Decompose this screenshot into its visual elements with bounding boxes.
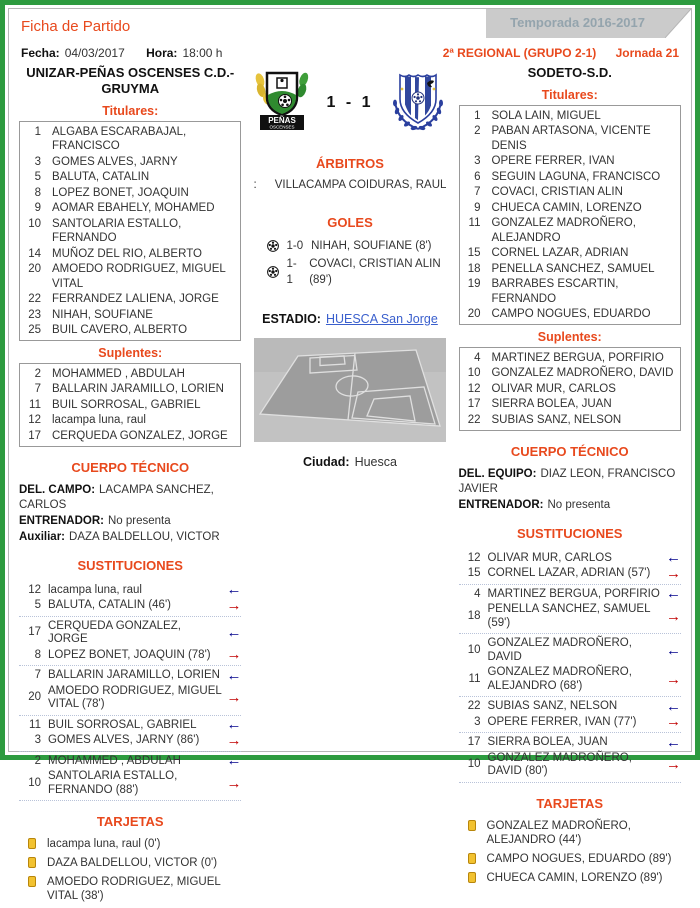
player-number: 10 xyxy=(28,776,41,789)
substitution-in-row xyxy=(459,551,681,567)
player-number: 14 xyxy=(28,247,41,260)
estadio-row xyxy=(251,312,448,326)
substitution-out-row xyxy=(459,751,681,780)
away-team-name: SODETO-S.D. xyxy=(527,65,612,80)
roster-row xyxy=(20,366,240,382)
player-number: 20 xyxy=(467,308,481,320)
goal-scorer: COVACI, CRISTIAN ALIN (89') xyxy=(309,258,441,286)
estadio-link[interactable]: HUESCA San Jorge xyxy=(325,312,438,326)
time-value: 18:00 h xyxy=(182,46,223,60)
substitution-pair xyxy=(459,634,681,697)
player-name: MARTINEZ BERGUA, PORFIRIO xyxy=(487,587,660,600)
home-cards-list xyxy=(19,837,241,903)
player-number: 4 xyxy=(474,351,481,364)
substitution-in-row xyxy=(19,583,241,599)
player-number: 11 xyxy=(29,718,41,731)
arrow-left-icon: ← xyxy=(226,752,242,770)
player-number: 4 xyxy=(474,587,481,600)
player-number: 17 xyxy=(467,736,481,748)
player-name: PABAN ARTASONA, VICENTE DENIS xyxy=(491,125,651,152)
svg-text:OSCENSES: OSCENSES xyxy=(269,124,295,130)
player-name: CORNEL LAZAR, ADRIAN (57') xyxy=(487,567,651,579)
player-number: 12 xyxy=(467,551,481,564)
player-name: SIERRA BOLEA, JUAN xyxy=(491,398,612,410)
match-center-column xyxy=(247,62,452,469)
ciudad-row xyxy=(251,455,448,469)
substitution-out-row xyxy=(459,665,681,694)
player-number: 15 xyxy=(467,567,481,579)
player-number: 2 xyxy=(34,754,41,767)
roster-row xyxy=(20,170,240,186)
arrow-left-icon: ← xyxy=(665,585,681,603)
roster-row xyxy=(460,185,680,201)
player-name: SEGUIN LAGUNA, FRANCISCO xyxy=(491,170,661,183)
player-number: 12 xyxy=(28,583,41,596)
match-score: 1 - 1 xyxy=(326,93,374,111)
roster-row xyxy=(20,154,240,170)
player-number: 2 xyxy=(34,367,41,380)
player-number: 11 xyxy=(468,672,481,685)
yellow-card-icon xyxy=(28,857,36,868)
player-name: MUÑOZ DEL RIO, ALBERTO xyxy=(52,247,202,260)
player-name: GONZALEZ MADROÑERO, ALEJANDRO (68') xyxy=(487,666,632,692)
competition-name: 2ª REGIONAL (GRUPO 2-1) xyxy=(442,46,597,60)
roster-row xyxy=(460,366,680,382)
staff-role-label: DEL. CAMPO: xyxy=(19,483,96,496)
roster-row xyxy=(460,216,680,246)
player-name: CERQUEDA GONZALEZ, JORGE xyxy=(52,429,228,442)
staff-person-name: DIAZ LEON, FRANCISCO JAVIER xyxy=(458,467,676,495)
player-number: 10 xyxy=(467,643,481,656)
competition-info xyxy=(443,46,679,60)
home-cuerpo-tecnico-title: CUERPO TÉCNICO xyxy=(71,459,190,475)
player-name: BARRABES ESCARTIN, FERNANDO xyxy=(491,278,619,305)
staff-line xyxy=(19,514,241,529)
player-name: GONZALEZ MADROÑERO, ALEJANDRO (44') xyxy=(486,819,631,846)
arrow-left-icon: ← xyxy=(665,549,681,567)
player-name: SIERRA BOLEA, JUAN xyxy=(487,736,608,748)
player-number: 17 xyxy=(467,398,481,410)
staff-role-label: Auxiliar: xyxy=(19,530,66,543)
roster-row xyxy=(20,201,240,217)
player-name: BUIL CAVERO, ALBERTO xyxy=(52,324,188,336)
arrow-left-icon: ← xyxy=(665,733,681,751)
player-name: LOPEZ BONET, JOAQUIN (78') xyxy=(48,648,211,661)
substitution-pair xyxy=(19,752,241,802)
player-name: CAMPO NOGUES, EDUARDO (89') xyxy=(486,852,672,865)
roster-row xyxy=(20,382,240,398)
date-label: Fecha: xyxy=(21,46,60,60)
substitution-out-row xyxy=(459,715,681,731)
away-sustituciones-title: SUSTITUCIONES xyxy=(517,525,623,541)
player-number: 1 xyxy=(34,125,41,138)
player-number: 22 xyxy=(467,413,481,426)
substitution-pair xyxy=(19,581,241,617)
player-name: lacampa luna, raul (0') xyxy=(47,838,161,850)
card-row xyxy=(459,852,681,866)
goal-score: 1-0 xyxy=(286,240,304,252)
player-number: 18 xyxy=(467,609,481,622)
crest-score-row xyxy=(251,67,448,138)
yellow-card-icon xyxy=(468,853,476,864)
season-label: Temporada 2016-2017 xyxy=(486,9,665,38)
arrow-right-icon: → xyxy=(665,713,681,731)
substitution-in-row xyxy=(459,699,681,715)
player-number: 10 xyxy=(467,758,481,771)
staff-line xyxy=(459,498,681,513)
player-name: BUIL SORROSAL, GABRIEL xyxy=(52,398,201,411)
player-number: 5 xyxy=(34,599,41,611)
arbitro-row xyxy=(251,179,448,191)
roster-row xyxy=(460,412,680,428)
arrow-right-icon: → xyxy=(665,670,681,688)
arrow-right-icon: → xyxy=(665,756,681,773)
roster-row xyxy=(460,350,680,366)
roster-row xyxy=(20,428,240,444)
home-sustituciones-title: SUSTITUCIONES xyxy=(77,557,183,573)
player-number: 11 xyxy=(468,217,481,229)
player-number: 20 xyxy=(28,263,41,275)
substitution-out-row xyxy=(19,684,241,713)
player-name: SANTOLARIA ESTALLO, FERNANDO (88') xyxy=(48,770,178,796)
away-team-column xyxy=(453,62,687,890)
player-number: 19 xyxy=(467,278,481,290)
substitution-pair xyxy=(459,733,681,783)
staff-person-name: No presenta xyxy=(107,514,171,527)
arrow-right-icon: → xyxy=(226,689,242,706)
player-name: NIHAH, SOUFIANE xyxy=(52,308,153,321)
player-number: 8 xyxy=(34,648,41,661)
staff-person-name: DAZA BALDELLOU, VICTOR xyxy=(69,530,220,543)
player-number: 11 xyxy=(29,398,41,411)
player-name: SUBIAS SANZ, NELSON xyxy=(487,700,618,712)
home-team-name: UNIZAR-PEÑAS OSCENSES C.D.-GRUYMA xyxy=(26,65,235,96)
staff-line xyxy=(19,483,241,513)
substitution-in-row xyxy=(19,619,241,648)
player-name: lacampa luna, raul xyxy=(48,583,142,596)
player-name: PENELLA SANCHEZ, SAMUEL xyxy=(491,262,655,275)
date-time xyxy=(21,46,222,60)
page-corner-fold xyxy=(665,9,691,38)
arbitro-prefix: : xyxy=(253,179,257,191)
estadio-label: ESTADIO: xyxy=(262,312,321,326)
player-name: SANTOLARIA ESTALLO, FERNANDO xyxy=(52,217,182,244)
roster-row xyxy=(20,292,240,308)
ciudad-label: Ciudad: xyxy=(303,455,350,469)
roster-row xyxy=(20,246,240,262)
roster-row xyxy=(20,397,240,413)
card-row xyxy=(459,819,681,847)
season-tab xyxy=(486,9,691,38)
roster-row xyxy=(460,307,680,323)
substitution-pair xyxy=(459,697,681,733)
roster-row xyxy=(460,397,680,413)
roster-row xyxy=(20,262,240,292)
player-number: 12 xyxy=(28,414,41,426)
arrow-right-icon: → xyxy=(665,564,681,582)
player-number: 22 xyxy=(467,700,481,712)
player-name: OLIVAR MUR, CARLOS xyxy=(491,382,616,395)
staff-line xyxy=(459,467,681,497)
player-name: SOLA LAIN, MIGUEL xyxy=(491,109,601,122)
player-name: CHUECA CAMIN, LORENZO (89') xyxy=(486,871,663,884)
substitution-out-row xyxy=(19,769,241,798)
player-number: 3 xyxy=(474,155,481,167)
roster-row xyxy=(20,185,240,201)
player-name: AMOEDO RODRIGUEZ, MIGUEL VITAL (78') xyxy=(48,684,222,710)
player-number: 20 xyxy=(28,691,41,704)
arrow-left-icon: ← xyxy=(665,641,681,659)
arrow-left-icon: ← xyxy=(226,581,242,599)
player-name: ALGABA ESCARABAJAL, FRANCISCO xyxy=(52,125,187,152)
substitution-in-row xyxy=(459,636,681,665)
player-number: 25 xyxy=(28,324,41,336)
staff-line xyxy=(19,530,241,545)
soccer-ball-icon xyxy=(267,240,279,252)
away-staff-list xyxy=(459,467,681,513)
player-number: 7 xyxy=(34,383,41,395)
substitution-in-row xyxy=(19,718,241,734)
arrow-right-icon: → xyxy=(226,646,242,664)
player-number: 15 xyxy=(467,247,481,259)
away-titulares-table xyxy=(459,105,681,325)
player-number: 6 xyxy=(474,170,481,183)
roster-row xyxy=(460,381,680,397)
player-name: CORNEL LAZAR, ADRIAN xyxy=(491,247,629,259)
card-row xyxy=(19,856,241,870)
home-staff-list xyxy=(19,483,241,545)
player-name: CERQUEDA GONZALEZ, JORGE xyxy=(48,619,181,645)
player-name: MARTINEZ BERGUA, PORFIRIO xyxy=(491,351,664,364)
arrow-left-icon: ← xyxy=(665,697,681,715)
roster-row xyxy=(20,216,240,246)
player-number: 18 xyxy=(467,262,481,275)
player-number: 9 xyxy=(474,201,481,214)
roster-row xyxy=(460,108,680,124)
arrow-left-icon: ← xyxy=(226,624,242,641)
card-row xyxy=(459,871,681,885)
player-name: MOHAMMED , ABDULAH xyxy=(48,754,181,767)
substitution-in-row xyxy=(19,668,241,684)
roster-row xyxy=(20,307,240,323)
away-crest xyxy=(387,67,449,138)
player-name: GONZALEZ MADROÑERO, DAVID (80') xyxy=(487,751,632,777)
player-name: OPERE FERRER, IVAN (77') xyxy=(487,715,637,728)
roster-row xyxy=(20,124,240,154)
player-name: GOMES ALVES, JARNY (86') xyxy=(48,734,200,746)
roster-row xyxy=(460,154,680,170)
player-number: 10 xyxy=(28,217,41,230)
away-suplentes-label: Suplentes: xyxy=(537,330,602,344)
player-name: BALUTA, CATALIN (46') xyxy=(48,599,171,611)
substitution-pair xyxy=(19,716,241,752)
home-team-column xyxy=(13,62,247,908)
home-substitutions-list xyxy=(19,581,241,802)
player-number: 2 xyxy=(474,125,481,137)
player-name: AMOEDO RODRIGUEZ, MIGUEL VITAL (38') xyxy=(47,876,221,902)
date-value: 04/03/2017 xyxy=(64,46,125,60)
substitution-pair xyxy=(19,666,241,716)
player-name: BALUTA, CATALIN xyxy=(52,171,150,183)
page-header xyxy=(9,9,691,39)
substitution-out-row xyxy=(19,733,241,749)
home-tarjetas-title: TARJETAS xyxy=(96,814,164,829)
arrow-left-icon: ← xyxy=(226,716,242,734)
player-name: CAMPO NOGUES, EDUARDO xyxy=(491,308,651,320)
staff-person-name: No presenta xyxy=(547,498,611,511)
player-name: COVACI, CRISTIAN ALIN xyxy=(491,186,623,198)
goles-title: GOLES xyxy=(327,215,373,230)
roster-row xyxy=(460,277,680,307)
player-number: 9 xyxy=(34,202,41,214)
ciudad-name: Huesca xyxy=(354,455,397,469)
player-number: 3 xyxy=(34,155,41,168)
staff-role-label: ENTRENADOR: xyxy=(458,498,544,511)
player-name: AMOEDO RODRIGUEZ, MIGUEL VITAL xyxy=(52,263,226,290)
player-name: GONZALEZ MADROÑERO, DAVID xyxy=(491,367,674,379)
player-number: 7 xyxy=(474,186,481,198)
player-name: SUBIAS SANZ, NELSON xyxy=(491,413,622,426)
substitution-in-row xyxy=(459,587,681,603)
home-crest xyxy=(251,67,313,138)
away-titulares-label: Titulares: xyxy=(541,88,598,102)
away-suplentes-table xyxy=(459,347,681,431)
player-name: AOMAR EBAHELY, MOHAMED xyxy=(52,202,215,214)
home-suplentes-label: Suplentes: xyxy=(98,346,163,360)
player-number: 12 xyxy=(467,382,481,395)
roster-row xyxy=(20,323,240,339)
roster-row xyxy=(460,200,680,216)
yellow-card-icon xyxy=(468,872,476,883)
player-name: GONZALEZ MADROÑERO, DAVID xyxy=(487,637,632,663)
roster-row xyxy=(460,169,680,185)
substitution-in-row xyxy=(19,754,241,770)
match-meta-row xyxy=(9,39,691,62)
player-number: 17 xyxy=(28,429,41,442)
player-number: 8 xyxy=(34,186,41,199)
yellow-card-icon xyxy=(468,820,476,831)
home-titulares-label: Titulares: xyxy=(102,104,159,118)
goal-scorer: NIHAH, SOUFIANE (8') xyxy=(311,240,432,252)
substitution-out-row xyxy=(459,602,681,631)
player-name: GONZALEZ MADROÑERO, ALEJANDRO xyxy=(491,217,636,244)
substitution-pair xyxy=(19,617,241,667)
content-frame xyxy=(8,8,692,902)
card-row xyxy=(19,837,241,851)
substitution-out-row xyxy=(19,598,241,614)
arrow-right-icon: → xyxy=(226,731,242,749)
player-number: 3 xyxy=(34,734,41,746)
roster-row xyxy=(460,124,680,154)
staff-person-name: LACAMPA SANCHEZ, CARLOS xyxy=(19,483,214,511)
arrow-right-icon: → xyxy=(665,607,681,625)
goals-list xyxy=(267,238,448,288)
player-name: OPERE FERRER, IVAN xyxy=(491,155,615,167)
player-name: BALLARIN JARAMILLO, LORIEN xyxy=(52,383,224,395)
roster-row xyxy=(20,413,240,429)
player-number: 1 xyxy=(474,109,481,122)
player-name: OLIVAR MUR, CARLOS xyxy=(487,551,612,564)
yellow-card-icon xyxy=(28,838,36,849)
substitution-out-row xyxy=(459,566,681,582)
arrow-right-icon: → xyxy=(226,596,242,614)
round-label: Jornada 21 xyxy=(615,46,679,60)
goal-row xyxy=(267,238,448,254)
player-name: MOHAMMED , ABDULAH xyxy=(52,367,185,380)
player-name: CHUECA CAMIN, LORENZO xyxy=(491,201,642,214)
roster-row xyxy=(460,261,680,277)
substitution-pair xyxy=(459,585,681,635)
player-number: 5 xyxy=(34,171,41,183)
stadium-photo xyxy=(251,338,448,447)
player-name: lacampa luna, raul xyxy=(52,414,146,426)
player-number: 3 xyxy=(474,715,481,728)
staff-role-label: DEL. EQUIPO: xyxy=(458,467,537,480)
away-cards-list xyxy=(459,819,681,885)
away-cuerpo-tecnico-title: CUERPO TÉCNICO xyxy=(510,443,629,459)
arbitros-title: ÁRBITROS xyxy=(316,156,384,171)
svg-text:PEÑAS: PEÑAS xyxy=(268,116,297,125)
arrow-right-icon: → xyxy=(226,774,242,792)
arbitro-name: VILLACAMPA COIDURAS, RAUL xyxy=(274,179,447,191)
goal-score: 1-1 xyxy=(286,258,297,286)
player-number: 23 xyxy=(28,308,41,321)
away-substitutions-list xyxy=(459,549,681,783)
substitution-out-row xyxy=(19,648,241,664)
substitution-pair xyxy=(459,549,681,585)
page-title: Ficha de Partido xyxy=(21,18,131,35)
soccer-ball-icon xyxy=(267,266,279,278)
player-name: GOMES ALVES, JARNY xyxy=(52,155,178,168)
player-number: 22 xyxy=(28,293,41,305)
roster-row xyxy=(460,246,680,262)
staff-role-label: ENTRENADOR: xyxy=(19,514,104,527)
player-number: 17 xyxy=(28,626,41,639)
player-name: LOPEZ BONET, JOAQUIN xyxy=(52,186,189,199)
arrow-left-icon: ← xyxy=(226,666,242,684)
player-name: BALLARIN JARAMILLO, LORIEN xyxy=(48,669,220,681)
home-titulares-table xyxy=(19,121,241,341)
player-name: FERRANDEZ LALIENA, JORGE xyxy=(52,293,219,305)
player-name: BUIL SORROSAL, GABRIEL xyxy=(48,718,197,731)
time-label: Hora: xyxy=(146,46,178,60)
goal-row xyxy=(267,256,448,288)
player-name: PENELLA SANCHEZ, SAMUEL (59') xyxy=(487,603,651,629)
player-name: DAZA BALDELLOU, VICTOR (0') xyxy=(47,857,218,869)
player-number: 10 xyxy=(467,367,481,379)
yellow-card-icon xyxy=(28,876,36,887)
away-tarjetas-title: TARJETAS xyxy=(536,795,604,811)
card-row xyxy=(19,875,241,903)
home-suplentes-table xyxy=(19,363,241,447)
player-number: 7 xyxy=(34,669,41,681)
substitution-in-row xyxy=(459,735,681,751)
